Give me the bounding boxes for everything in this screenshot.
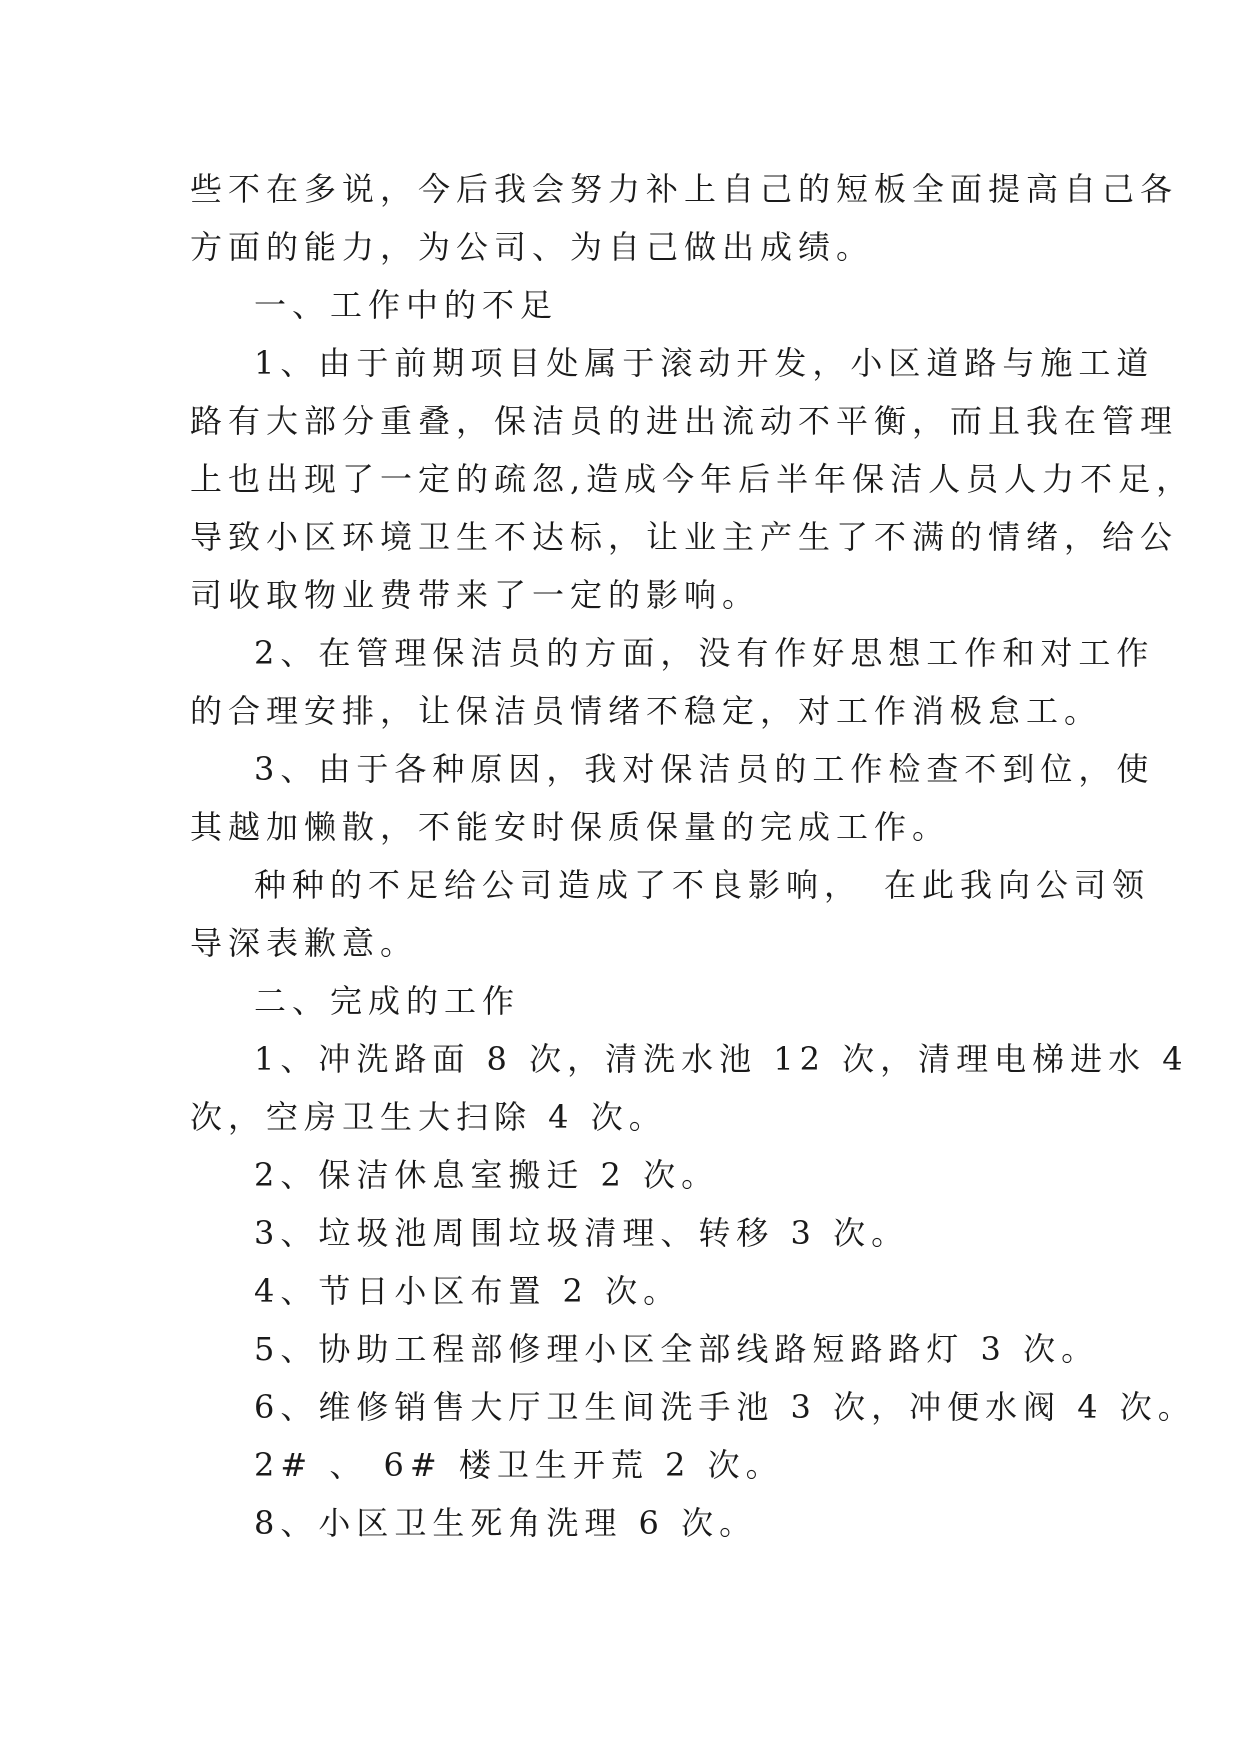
text-line: 上也出现了一定的疏忽,造成今年后半年保洁人员人力不足， <box>190 460 1195 498</box>
list-item: 4、节日小区布置 2 次。 <box>254 1272 682 1310</box>
text-line: 些不在多说，今后我会努力补上自己的短板全面提高自己各 <box>190 170 1179 208</box>
document-body <box>190 160 1196 1552</box>
text-line: 2、在管理保洁员的方面，没有作好思想工作和对工作 <box>254 634 1155 672</box>
list-item: 6、维修销售大厅卫生间洗手池 3 次，冲便水阀 4 次。 <box>254 1388 1196 1426</box>
list-item: 2、保洁休息室搬迁 2 次。 <box>254 1156 720 1194</box>
section-heading: 二、完成的工作 <box>254 982 521 1020</box>
text-line: 1、由于前期项目处属于滚动开发，小区道路与施工道 <box>254 344 1155 382</box>
section-heading: 一、工作中的不足 <box>254 286 559 324</box>
list-item: 5、协助工程部修理小区全部线路短路路灯 3 次。 <box>254 1330 1100 1368</box>
text-line: 方面的能力，为公司、为自己做出成绩。 <box>190 228 875 266</box>
text-line: 的合理安排，让保洁员情绪不稳定，对工作消极怠工。 <box>190 692 1103 730</box>
text-line: 3、由于各种原因，我对保洁员的工作检查不到位，使 <box>254 750 1155 788</box>
list-item: 8、小区卫生死角洗理 6 次。 <box>254 1504 758 1542</box>
text-line: 其越加懒散，不能安时保质保量的完成工作。 <box>190 808 951 846</box>
text-line: 导深表歉意。 <box>190 924 419 962</box>
text-line: 种种的不足给公司造成了不良影响， 在此我向公司领 <box>254 866 1151 904</box>
text-line: 司收取物业费带来了一定的影响。 <box>190 576 761 614</box>
text-line: 导致小区环境卫生不达标，让业主产生了不满的情绪，给公 <box>190 518 1179 556</box>
list-item: 2# 、 6# 楼卫生开荒 2 次。 <box>254 1446 784 1484</box>
list-item: 1、冲洗路面 8 次，清洗水池 12 次，清理电梯进水 4 <box>254 1040 1189 1078</box>
text-line: 路有大部分重叠，保洁员的进出流动不平衡，而且我在管理 <box>190 402 1179 440</box>
list-item: 3、垃圾池周围垃圾清理、转移 3 次。 <box>254 1214 910 1252</box>
list-item-continuation: 次，空房卫生大扫除 4 次。 <box>190 1098 667 1136</box>
